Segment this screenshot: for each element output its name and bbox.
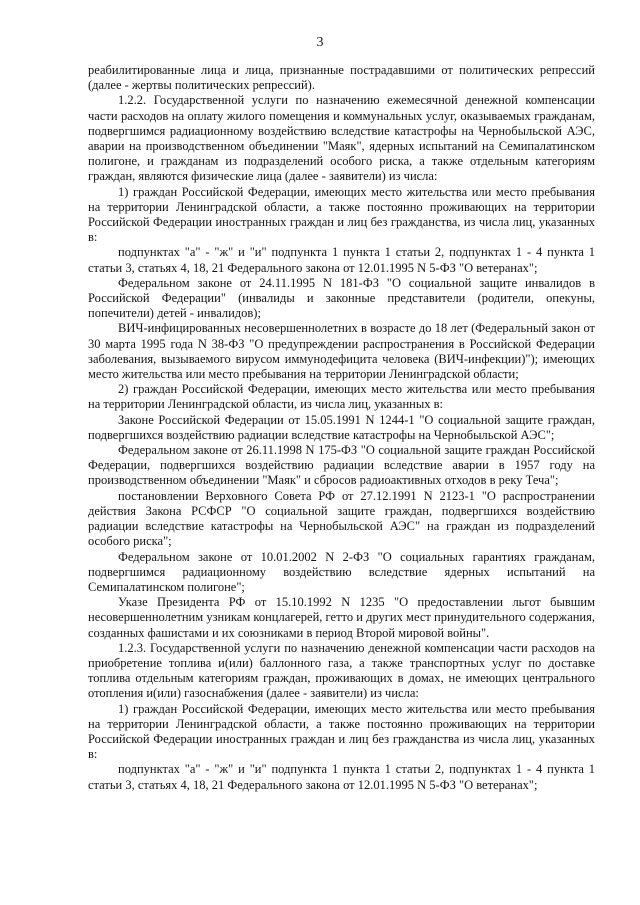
paragraph: реабилитированные лица и лица, признанные пострадавшими от политических репрессий (далее - жертвы политических репрессий).: [88, 63, 595, 93]
paragraph: подпунктах "а" - "ж" и "и" подпункта 1 пункта 1 статьи 2, подпунктах 1 - 4 пункта 1 статьи 3, статьях 4, 18, 21 Федерального закона от 12.01.1995 N 5-ФЗ "О ветеранах";: [88, 245, 595, 275]
paragraph: Федеральном законе от 26.11.1998 N 175-ФЗ "О социальной защите граждан Российской Федерации, подвергшихся воздействию радиации вследствие аварии в 1957 году на производственном объединении "Маяк" и сбросов радиоактивных отходов в реку Теча";: [88, 443, 595, 488]
paragraph: подпунктах "а" - "ж" и "и" подпункта 1 пункта 1 статьи 2, подпунктах 1 - 4 пункта 1 статьи 3, статьях 4, 18, 21 Федерального закона от 12.01.1995 N 5-ФЗ "О ветеранах";: [88, 762, 595, 792]
paragraph: 1.2.2. Государственной услуги по назначению ежемесячной денежной компенсации части расходов на оплату жилого помещения и коммунальных услуг, оказываемых гражданам, подвергшимся радиационному воздействию вследствие катастрофы на Чернобыльской АЭС, аварии на производственном объединении "Маяк", ядерных испытаний на Семипалатинском полигоне, и гражданам из подразделений особого риска, а также отдельным категориям граждан, являются физические лица (далее - заявители) из числа:: [88, 93, 595, 184]
paragraph: Законе Российской Федерации от 15.05.1991 N 1244-1 "О социальной защите граждан, подвергшихся воздействию радиации вследствие катастрофы на Чернобыльской АЭС";: [88, 412, 595, 442]
paragraph: 1.2.3. Государственной услуги по назначению денежной компенсации части расходов на приобретение топлива и(или) баллонного газа, а также транспортных услуг по доставке топлива отдельным категориям граждан, проживающих в домах, не имеющих центрального отопления и(или) газоснабжения (далее - заявители) из числа:: [88, 640, 595, 701]
paragraph: постановлении Верховного Совета РФ от 27.12.1991 N 2123-1 "О распространении действия Закона РСФСР "О социальной защите граждан, подвергшихся воздействию радиации вследствие катастрофы на Чернобыльской АЭС" на граждан из подразделений особого риска";: [88, 488, 595, 549]
paragraph: Указе Президента РФ от 15.10.1992 N 1235 "О предоставлении льгот бывшим несовершеннолетним узникам концлагерей, гетто и других мест принудительного содержания, созданных фашистами и их союзниками в период Второй мировой войны".: [88, 595, 595, 640]
paragraph: 2) граждан Российской Федерации, имеющих место жительства или место пребывания на территории Ленинградской области, из числа лиц, указанных в:: [88, 382, 595, 412]
page-number: 3: [316, 35, 324, 50]
paragraph: Федеральном законе от 24.11.1995 N 181-ФЗ "О социальной защите инвалидов в Российской Федерации" (инвалиды и законные представители (родители, опекуны, попечители) детей - инвалидов);: [88, 275, 595, 321]
paragraph: 1) граждан Российской Федерации, имеющих место жительства или место пребывания на территории Ленинградской области, а также постоянно проживающих на территории Российской Федерации иностранных граждан и лиц без гражданства, из числа лиц, указанных в:: [88, 184, 595, 245]
paragraph: 1) граждан Российской Федерации, имеющих место жительства или место пребывания на территории Ленинградской области, а также постоянно проживающих на территории Российской Федерации иностранных граждан и лиц без гражданства из числа лиц, указанных в:: [88, 701, 595, 762]
paragraph: Федеральном законе от 10.01.2002 N 2-ФЗ "О социальных гарантиях гражданам, подвергшимся радиационному воздействию вследствие ядерных испытаний на Семипалатинском полигоне";: [88, 549, 595, 594]
document-body: [88, 63, 595, 793]
paragraph: ВИЧ-инфицированных несовершеннолетних в возрасте до 18 лет (Федеральный закон от 30 марта 1995 года N 38-ФЗ "О предупреждении распространения в Российской Федерации заболевания, вызываемого вирусом иммунодефицита человека (ВИЧ-инфекции)"); имеющих место жительства или место пребывания на территории Ленинградской области;: [88, 321, 595, 382]
